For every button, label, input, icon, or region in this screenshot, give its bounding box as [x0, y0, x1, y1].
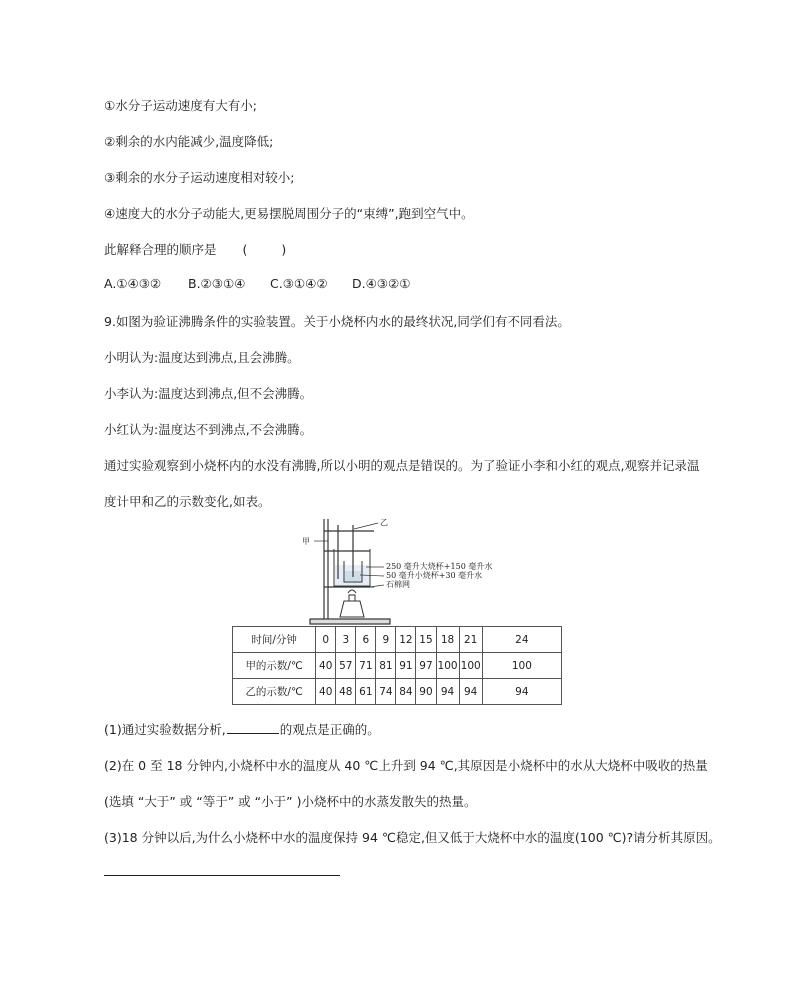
choice-c[interactable]: C.③①④②: [270, 276, 328, 291]
choice-a[interactable]: A.①④③②: [104, 276, 162, 291]
table-header-row: [233, 627, 562, 653]
table-cell: 57: [336, 653, 356, 679]
table-cell: 100: [459, 653, 482, 679]
question-2-line-2: (选填 “大于” 或 “等于” 或 “小于” )小烧杯中的水蒸发散失的热量。: [104, 794, 477, 809]
table-cell: 24: [482, 627, 561, 653]
table-row: [233, 679, 562, 705]
callout-large-beaker: 250 毫升大烧杯+150 毫升水: [386, 562, 493, 571]
view-xiaohong: 小红认为:温度达不到沸点,不会沸腾。: [104, 422, 313, 437]
statement-4: ④速度大的水分子动能大,更易摆脱周围分子的“束缚”,跑到空气中。: [104, 206, 474, 221]
table-cell: 48: [336, 679, 356, 705]
table-cell: 100: [436, 653, 459, 679]
table-cell: 94: [482, 679, 561, 705]
question-3: (3)18 分钟以后,为什么小烧杯中水的温度保持 94 ℃稳定,但又低于大烧杯中水的温度(100 ℃)?请分析其原因。: [104, 830, 721, 845]
order-question-text: 此解释合理的顺序是: [104, 242, 217, 257]
table-cell: 12: [396, 627, 416, 653]
table-cell: 94: [436, 679, 459, 705]
callout-asbestos-gauze: 石棉网: [386, 580, 410, 589]
table-cell: 100: [482, 653, 561, 679]
table-cell: 0: [316, 627, 336, 653]
temperature-table: [232, 626, 562, 705]
label-jia: 甲: [302, 537, 310, 546]
table-row: [233, 653, 562, 679]
table-cell: 74: [376, 679, 396, 705]
view-xiaoli: 小李认为:温度达到沸点,但不会沸腾。: [104, 386, 313, 401]
table-cell: 71: [356, 653, 376, 679]
table-cell: 40: [316, 679, 336, 705]
observation-line-2: 度计甲和乙的示数变化,如表。: [104, 494, 271, 509]
answer-paren-close: ): [281, 242, 287, 257]
table-cell: 81: [376, 653, 396, 679]
choice-b[interactable]: B.②③①④: [188, 276, 246, 291]
problem9-intro: 9.如图为验证沸腾条件的实验装置。关于小烧杯内水的最终状况,同学们有不同看法。: [104, 314, 570, 329]
statement-3: ③剩余的水分子运动速度相对较小;: [104, 170, 295, 185]
table-row-label: 甲的示数/℃: [233, 653, 316, 679]
choice-d[interactable]: D.④③②①: [352, 276, 411, 291]
answer-line[interactable]: [104, 875, 340, 876]
callout-small-beaker: 50 毫升小烧杯+30 毫升水: [386, 571, 483, 580]
table-cell: 97: [416, 653, 436, 679]
table-cell: 15: [416, 627, 436, 653]
label-yi: 乙: [380, 518, 388, 527]
table-cell: 94: [459, 679, 482, 705]
alcohol-lamp: [340, 590, 364, 617]
answer-paren-open: (: [242, 242, 248, 257]
observation-line-1: 通过实验观察到小烧杯内的水没有沸腾,所以小明的观点是错误的。为了验证小李和小红的观点,观察并记录温: [104, 458, 700, 473]
table-cell: 40: [316, 653, 336, 679]
statement-1: ①水分子运动速度有大有小;: [104, 98, 257, 113]
table-cell: 84: [396, 679, 416, 705]
question-1-before: (1)通过实验数据分析,: [104, 722, 226, 737]
order-question: [104, 240, 286, 258]
table-header-label: 时间/分钟: [233, 627, 316, 653]
table-cell: 18: [436, 627, 459, 653]
table-cell: 61: [356, 679, 376, 705]
table-cell: 6: [356, 627, 376, 653]
table-cell: 21: [459, 627, 482, 653]
table-row-label: 乙的示数/℃: [233, 679, 316, 705]
answer-blank-1[interactable]: [227, 721, 279, 734]
table-cell: 90: [416, 679, 436, 705]
question-1-after: 的观点是正确的。: [279, 722, 380, 737]
view-xiaoming: 小明认为:温度达到沸点,且会沸腾。: [104, 350, 300, 365]
table-cell: 3: [336, 627, 356, 653]
experiment-apparatus-diagram: [300, 515, 510, 627]
question-1: [104, 720, 380, 738]
table-cell: 9: [376, 627, 396, 653]
table-cell: 91: [396, 653, 416, 679]
question-2-line-1: (2)在 0 至 18 分钟内,小烧杯中水的温度从 40 ℃上升到 94 ℃,其原因是小烧杯中的水从大烧杯中吸收的热量: [104, 758, 708, 773]
statement-2: ②剩余的水内能减少,温度降低;: [104, 134, 274, 149]
